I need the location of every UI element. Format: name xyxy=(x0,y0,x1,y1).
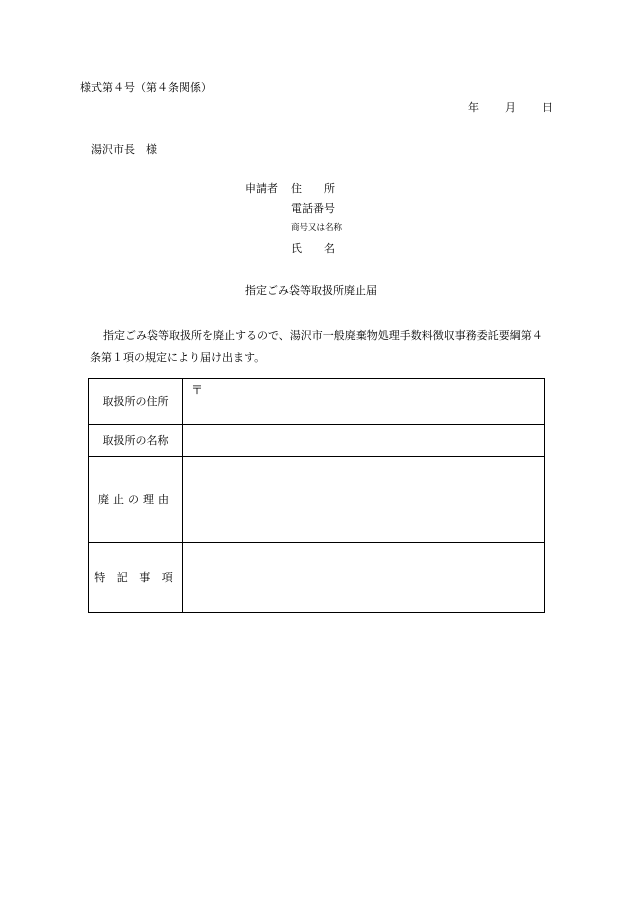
table-row-notes xyxy=(89,543,545,613)
body-text: 指定ごみ袋等取扱所を廃止するので、湯沢市一般廃棄物処理手数料徴収事務委託要綱第４条第１項の規定により届け出ます。 xyxy=(90,329,543,364)
addressee: 湯沢市長 様 xyxy=(91,143,157,156)
applicant-address-label: 住 所 xyxy=(291,182,335,195)
row-value-notes[interactable] xyxy=(183,543,545,613)
row-label-address: 取扱所の住所 xyxy=(89,379,183,425)
applicant-phone-label: 電話番号 xyxy=(291,202,335,215)
row-value-reason[interactable] xyxy=(183,457,545,543)
document-title: 指定ごみ袋等取扱所廃止届 xyxy=(245,284,377,297)
date-day-label: 日 xyxy=(542,101,553,114)
table-row-reason xyxy=(89,457,545,543)
form-table xyxy=(88,378,545,613)
table-row-address xyxy=(89,379,545,425)
row-label-reason: 廃止の理由 xyxy=(89,457,183,543)
form-number: 様式第４号（第４条関係） xyxy=(80,81,212,94)
applicant-label: 申請者 xyxy=(245,182,278,195)
date-month-label: 月 xyxy=(505,101,516,114)
row-label-name: 取扱所の名称 xyxy=(89,425,183,457)
applicant-trade-name-label: 商号又は名称 xyxy=(291,223,343,233)
date-year-label: 年 xyxy=(468,101,479,114)
applicant-name-label: 氏 名 xyxy=(291,242,335,255)
date-line xyxy=(468,102,553,113)
row-value-address[interactable] xyxy=(183,379,545,425)
body-paragraph xyxy=(90,325,550,369)
row-label-notes: 特 記 事 項 xyxy=(89,543,183,613)
postal-mark: 〒 xyxy=(191,383,204,397)
row-value-name[interactable] xyxy=(183,425,545,457)
table-row-name xyxy=(89,425,545,457)
